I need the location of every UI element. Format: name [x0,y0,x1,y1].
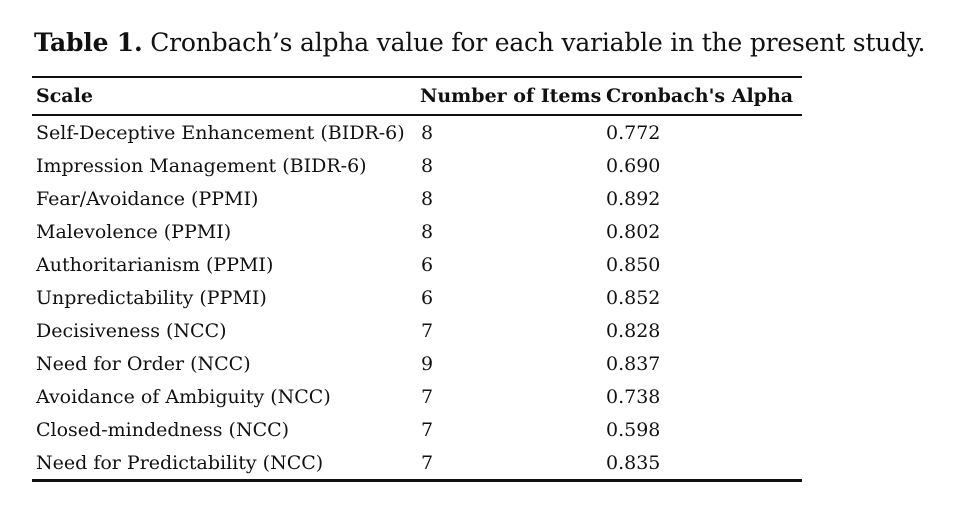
cell-items-value: 6 [420,253,434,276]
header-scale: Scale [32,77,420,115]
table-row [32,281,802,314]
cell-items-value: 8 [420,121,434,144]
caption-text: Cronbach’s alpha value for each variable in the present study. [142,28,926,57]
cell-scale: Impression Management (BIDR-6) [36,154,367,177]
cell-items [420,182,606,215]
cell-items [420,149,606,182]
cell-items-value: 6 [420,286,434,309]
cell-items [420,115,606,149]
cell-scale: Self-Deceptive Enhancement (BIDR-6) [36,121,405,144]
table-row [32,347,802,380]
cell-scale: Need for Order (NCC) [36,352,251,375]
header-row [32,77,802,115]
table-body [32,115,802,481]
cell-alpha: 0.835 [606,446,802,481]
table-row [32,314,802,347]
header-cronbachs-alpha: Cronbach's Alpha [606,77,802,115]
cell-alpha: 0.598 [606,418,661,441]
cell-items [420,248,606,281]
cell-alpha: 0.850 [606,253,661,276]
cell-items [420,413,606,446]
cell-items-value: 8 [420,154,434,177]
cell-alpha: 0.802 [606,220,661,243]
table-caption [34,28,925,57]
table-row [32,248,802,281]
table-row [32,380,802,413]
cell-items [420,446,606,481]
cell-scale: Avoidance of Ambiguity (NCC) [36,385,331,408]
cell-scale: Need for Predictability (NCC) [32,446,420,481]
reliability-table-container [32,76,802,482]
cell-items-value: 9 [420,352,434,375]
table-row [32,115,802,149]
caption-label: Table 1. [34,28,143,57]
table-row [32,446,802,481]
cell-items-value: 7 [420,385,434,408]
cell-alpha: 0.852 [606,286,661,309]
cell-items [420,380,606,413]
cell-items-value: 8 [420,220,434,243]
cell-alpha: 0.738 [606,385,661,408]
table-row [32,413,802,446]
cell-items [420,347,606,380]
table-row [32,215,802,248]
cell-alpha: 0.892 [606,187,661,210]
cell-items [420,314,606,347]
cell-items-value: 8 [420,187,434,210]
cell-scale: Decisiveness (NCC) [36,319,227,342]
cell-alpha: 0.690 [606,154,661,177]
table-row [32,182,802,215]
cell-scale: Authoritarianism (PPMI) [36,253,274,276]
table-header [32,77,802,115]
cell-scale: Unpredictability (PPMI) [36,286,267,309]
cell-alpha: 0.837 [606,352,661,375]
reliability-table [32,76,802,482]
header-number-of-items: Number of Items [420,77,606,115]
cell-items [420,215,606,248]
table-row [32,149,802,182]
cell-scale: Malevolence (PPMI) [36,220,232,243]
cell-alpha: 0.828 [606,319,661,342]
cell-items-value: 7 [420,451,434,474]
cell-items [420,281,606,314]
cell-items-value: 7 [420,418,434,441]
cell-scale: Closed-mindedness (NCC) [36,418,290,441]
cell-items-value: 7 [420,319,434,342]
cell-alpha: 0.772 [606,121,661,144]
cell-scale: Fear/Avoidance (PPMI) [36,187,259,210]
